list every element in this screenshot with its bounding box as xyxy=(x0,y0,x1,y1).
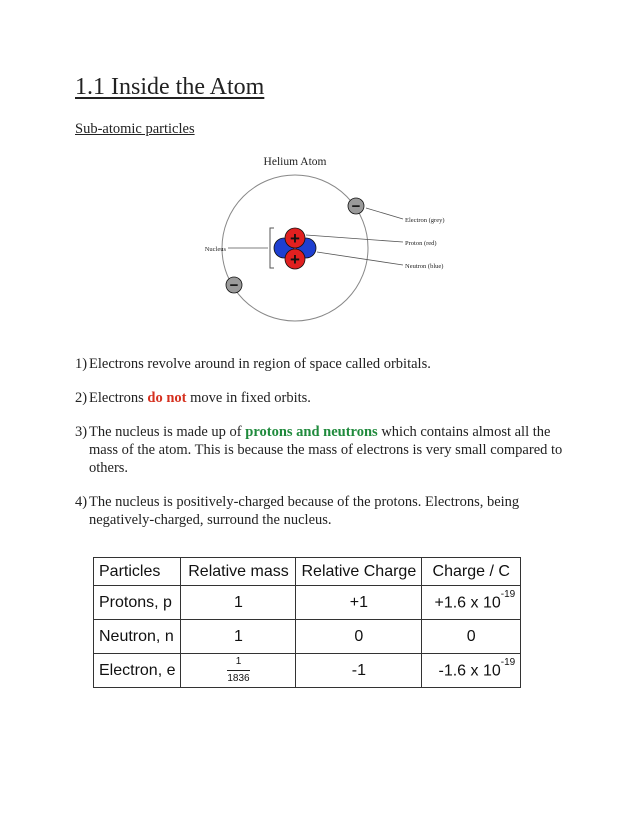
table-header-row xyxy=(94,558,521,586)
table-header: Relative mass xyxy=(181,558,296,586)
note-item xyxy=(75,423,565,477)
electron-sign: − xyxy=(351,198,361,215)
note-text: move in fixed orbits. xyxy=(186,390,311,406)
note-item xyxy=(75,493,565,529)
fraction-denominator: 1836 xyxy=(227,672,250,684)
neutron-pointer-line xyxy=(317,252,403,265)
particle-name: Electron, e xyxy=(94,654,181,688)
table-header: Charge / C xyxy=(422,558,521,586)
charge-value: -1.6 x 10 xyxy=(438,662,501,680)
proton-sign: + xyxy=(290,229,300,248)
electron-pointer-line xyxy=(366,208,403,219)
note-item xyxy=(75,355,565,373)
charge-value: +1.6 x 10 xyxy=(434,594,501,612)
label-neutron: Neutron (blue) xyxy=(405,263,444,270)
charge-exponent: -19 xyxy=(500,588,516,600)
charge-coulomb: 0 xyxy=(422,620,521,654)
relative-charge: +1 xyxy=(296,586,422,620)
page-title: 1.1 Inside the Atom xyxy=(75,74,265,100)
label-nucleus: Nucleus xyxy=(204,246,226,253)
table-row xyxy=(94,586,521,620)
particles-table xyxy=(93,557,521,688)
note-text: The nucleus is positively-charged because of the protons. Electrons, being negatively-charged, surround the nucleus. xyxy=(89,494,520,528)
mass-fraction xyxy=(227,656,249,685)
charge-coulomb xyxy=(422,654,521,688)
note-text: Electrons xyxy=(89,390,148,406)
helium-atom-diagram xyxy=(0,0,638,340)
note-highlight: protons and neutrons xyxy=(245,424,378,440)
table-row xyxy=(94,654,521,688)
proton-pointer-line xyxy=(306,235,403,242)
note-highlight: do not xyxy=(147,390,187,406)
diagram-title: Helium Atom xyxy=(263,156,327,168)
charge-exponent: -19 xyxy=(500,656,516,668)
relative-charge: -1 xyxy=(296,654,422,688)
table-header: Relative Charge xyxy=(296,558,422,586)
relative-charge: 0 xyxy=(296,620,422,654)
label-proton: Proton (red) xyxy=(405,240,437,247)
label-electron: Electron (grey) xyxy=(405,217,445,224)
note-item xyxy=(75,389,565,407)
nucleus-bracket xyxy=(270,228,274,268)
fraction-numerator: 1 xyxy=(227,656,249,671)
table-row xyxy=(94,620,521,654)
table-header: Particles xyxy=(94,558,181,586)
particle-name: Neutron, n xyxy=(94,620,181,654)
relative-mass: 1 xyxy=(181,586,296,620)
note-text: which contains almost all the mass of the atom. This is because the mass of electrons is very small compared to others. xyxy=(89,424,563,476)
note-text: The nucleus is made up of xyxy=(89,424,246,440)
note-number: 2) xyxy=(75,390,88,406)
section-subtitle: Sub-atomic particles xyxy=(75,121,195,137)
note-number: 3) xyxy=(75,424,88,440)
relative-mass xyxy=(181,654,296,688)
particle-name: Protons, p xyxy=(94,586,181,620)
relative-mass: 1 xyxy=(181,620,296,654)
note-text: Electrons revolve around in region of space called orbitals. xyxy=(89,356,431,372)
proton-sign: + xyxy=(290,250,300,269)
electron-sign: − xyxy=(229,277,239,294)
charge-coulomb xyxy=(422,586,521,620)
notes-list xyxy=(75,355,565,545)
note-number: 4) xyxy=(75,494,88,510)
note-number: 1) xyxy=(75,356,88,372)
